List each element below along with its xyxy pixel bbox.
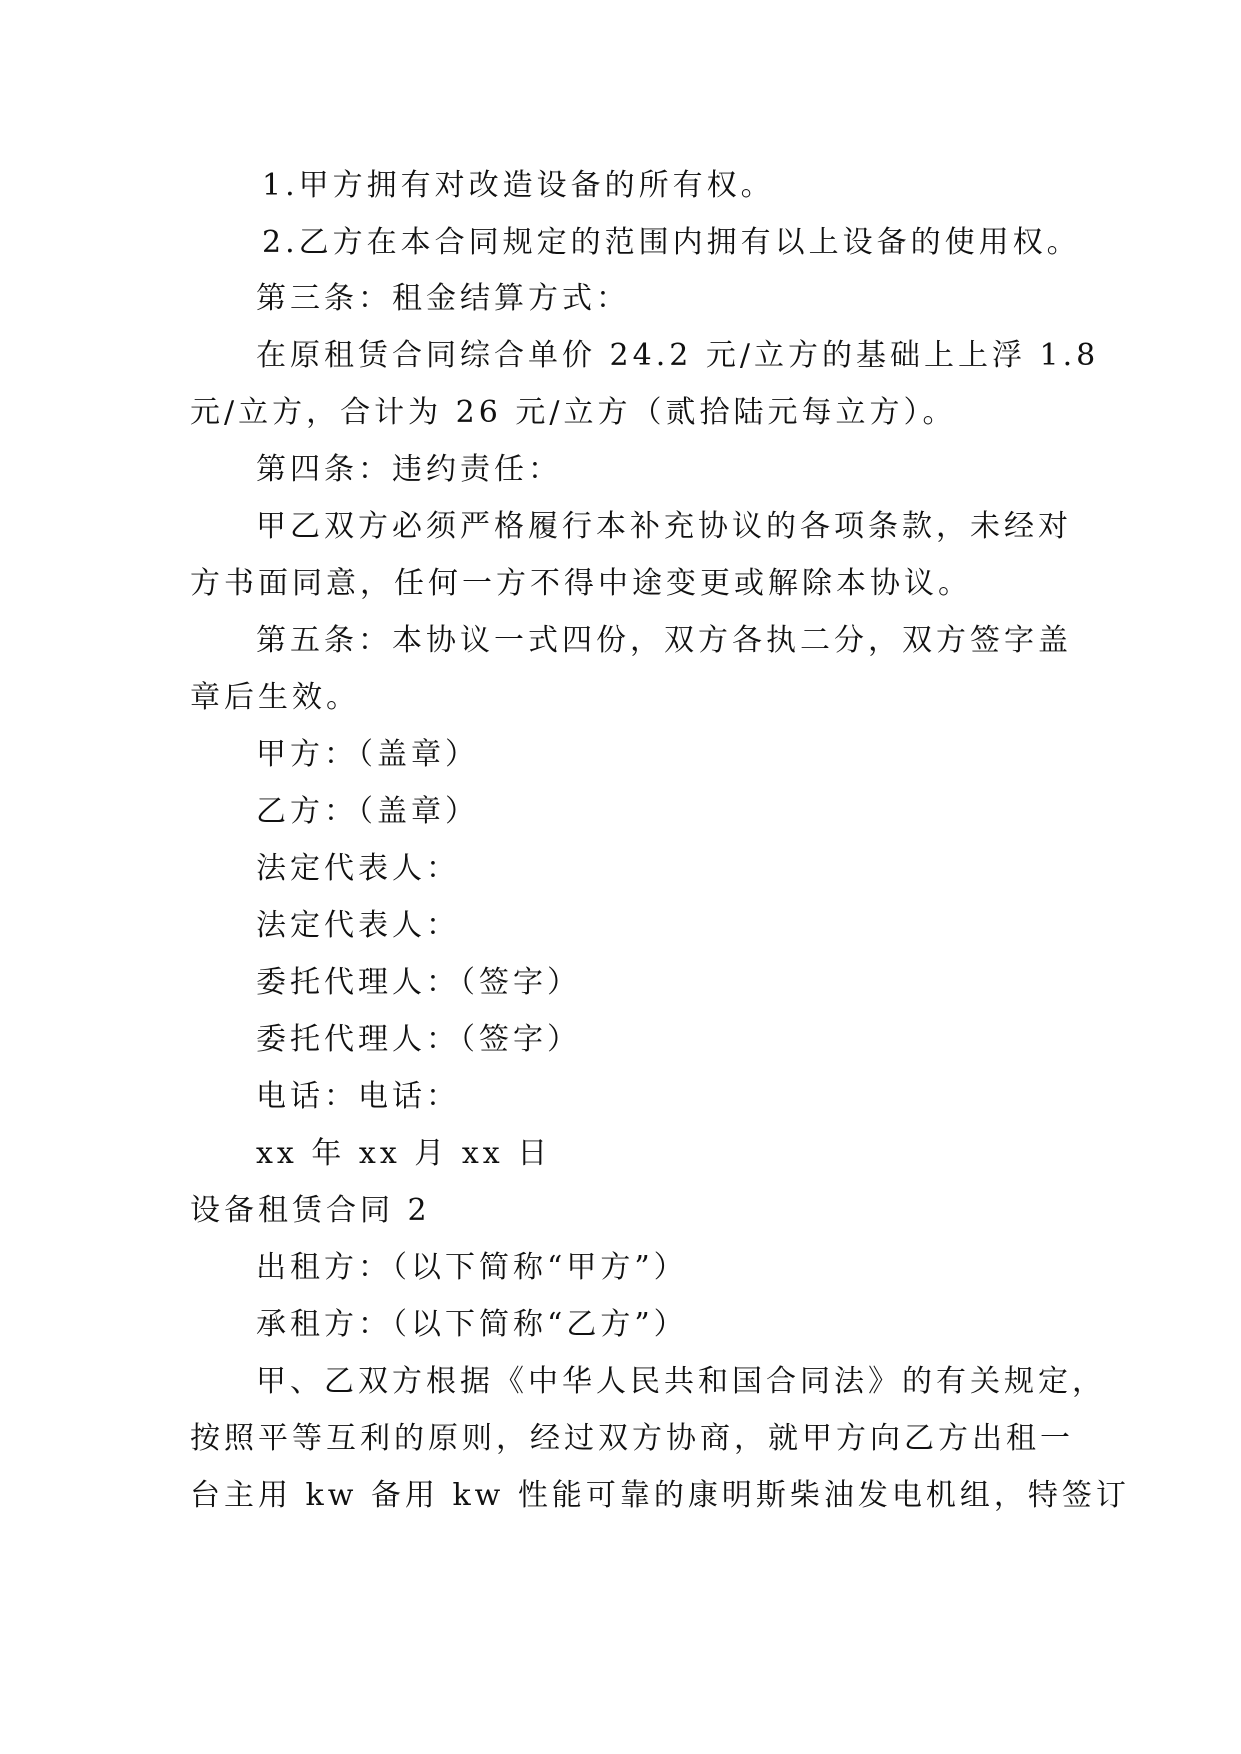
clause-item-1: 1.甲方拥有对改造设备的所有权。 bbox=[262, 168, 775, 203]
legal-representative-a: 法定代表人： bbox=[256, 851, 460, 886]
article-4-text-line-2: 方书面同意，任何一方不得中途变更或解除本协议。 bbox=[190, 566, 972, 601]
agent-signature-a: 委托代理人：（签字） bbox=[256, 965, 581, 1000]
party-b-seal: 乙方：（盖章） bbox=[256, 794, 479, 829]
clause-item-2: 2.乙方在本合同规定的范围内拥有以上设备的使用权。 bbox=[262, 225, 1081, 260]
lessor-line: 出租方：（以下简称“甲方”） bbox=[256, 1250, 688, 1285]
preamble-line-2: 按照平等互利的原则，经过双方协商，就甲方向乙方出租一 bbox=[190, 1421, 1074, 1456]
party-a-seal: 甲方：（盖章） bbox=[256, 737, 479, 772]
legal-representative-b: 法定代表人： bbox=[256, 908, 460, 943]
article-4-heading: 第四条：违约责任： bbox=[256, 452, 562, 487]
agent-signature-b: 委托代理人：（签字） bbox=[256, 1022, 581, 1057]
lessee-line: 承租方：（以下简称“乙方”） bbox=[256, 1307, 688, 1342]
article-3-heading: 第三条：租金结算方式： bbox=[256, 281, 630, 316]
preamble-line-3: 台主用 kw 备用 kw 性能可靠的康明斯柴油发电机组，特签订 bbox=[190, 1478, 1130, 1513]
date-line: xx 年 xx 月 xx 日 bbox=[256, 1136, 552, 1171]
article-5-text-line-1: 第五条：本协议一式四份，双方各执二分，双方签字盖 bbox=[256, 623, 1072, 658]
article-4-text-line-1: 甲乙双方必须严格履行本补充协议的各项条款，未经对 bbox=[256, 509, 1072, 544]
phone-line: 电话：电话： bbox=[256, 1079, 460, 1114]
article-3-text-line-2: 元/立方，合计为 26 元/立方（贰拾陆元每立方）。 bbox=[190, 395, 957, 430]
article-3-text-line-1: 在原租赁合同综合单价 24.2 元/立方的基础上上浮 1.8 bbox=[256, 338, 1100, 373]
section-title: 设备租赁合同 2 bbox=[190, 1193, 431, 1228]
preamble-line-1: 甲、乙双方根据《中华人民共和国合同法》的有关规定， bbox=[256, 1364, 1106, 1399]
article-5-text-line-2: 章后生效。 bbox=[190, 680, 360, 715]
